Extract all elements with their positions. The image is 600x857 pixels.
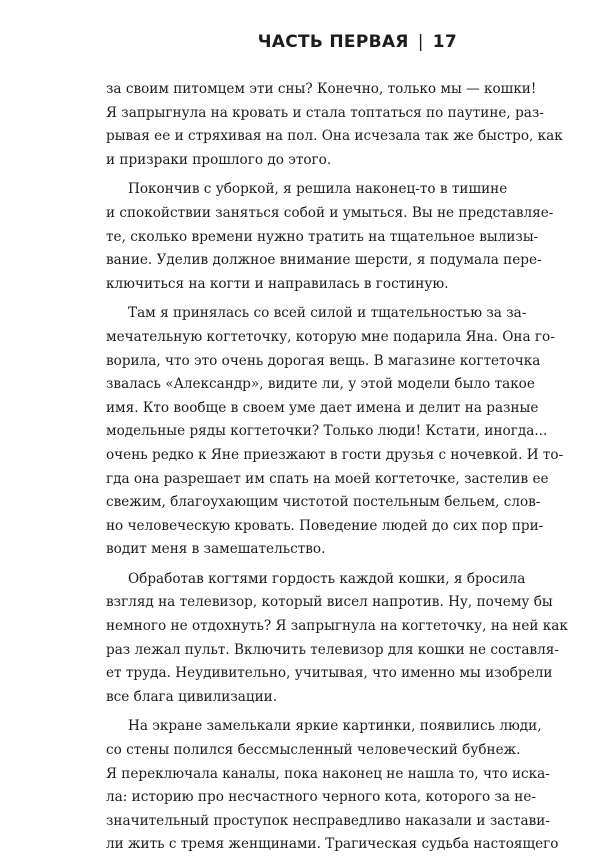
text-line: ключиться на когти и направилась в гостиную. [106,275,449,292]
text-line: мечательную когтеточку, которую мне подарила Яна. Она го- [106,328,555,345]
paragraph [106,568,568,710]
text-line: рывая ее и стряхивая на пол. Она исчезала так же быстро, как [106,128,563,145]
text-line: но человеческую кровать. Поведение людей до сих пор при- [106,517,544,534]
text-line: Я запрыгнула на кровать и стала топтаться по паутине, раз- [106,104,544,121]
running-header [258,31,457,53]
text-line: ворила, что это очень дорогая вещь. В магазине когтеточка [106,352,541,369]
text-line: Там я принялась со всей силой и тщательностью за за- [128,305,527,322]
text-line: значительный проступок несправедливо наказали и застави- [106,812,550,829]
paragraph [106,715,559,857]
text-line: Обработав когтями гордость каждой кошки, я бросила [128,570,526,587]
text-line: ли жить с тремя женщинами. Трагическая судьба настоящего [106,836,559,853]
text-line: имя. Кто вообще в своем уме дает имена и делит на разные [106,399,539,416]
text-line: и спокойствии заняться собой и умыться. Вы не представляе- [106,204,554,221]
text-line: свежим, благоухающим чистотой постельным бельем, слов- [106,494,541,511]
page-number: 17 [432,32,457,52]
body-text [106,78,568,857]
text-line: модельные ряды когтеточки? Только люди! Кстати, иногда... [106,423,548,440]
text-line: за своим питомцем эти сны? Конечно, только мы — кошки! [106,81,537,97]
text-line: звалась «Александр», видите ли, у этой модели было такое [106,376,535,393]
text-line: со стены полился бессмысленный человеческий бубнеж. [106,742,521,759]
text-line: вание. Уделив должное внимание шерсти, я подумала пере- [106,252,542,269]
text-line: На экране замелькали яркие картинки, появились люди, [128,718,542,735]
text-line: очень редко к Яне приезжают в гости друзья с ночевкой. И то- [106,446,564,463]
paragraph [106,78,563,172]
text-line: раз лежал пульт. Включить телевизор для кошки не составля- [106,641,559,658]
text-line: Покончив с уборкой, я решила наконец-то в тишине [128,181,508,198]
paragraph [106,178,554,296]
text-line: гда она разрешает им спать на моей когтеточке, застелив ее [106,470,549,487]
text-line: немного не отдохнуть? Я запрыгнула на когтеточку, на ней как [106,618,568,635]
text-line: и призраки прошлого до этого. [106,151,332,168]
header-divider: | [417,32,424,52]
text-line: те, сколько времени нужно тратить на тщательное вылизы- [106,228,539,245]
text-line: ет труда. Неудивительно, учитывая, что именно мы изобрели [106,665,553,682]
text-line: ла: историю про несчастного черного кота, которого за не- [106,789,537,806]
text-line: водит меня в замешательство. [106,541,326,558]
paragraph [106,302,564,562]
text-line: Я переключала каналы, пока наконец не нашла то, что иска- [106,765,550,782]
text-line: все блага цивилизации. [106,688,278,705]
section-title: ЧАСТЬ ПЕРВАЯ [257,32,409,52]
text-line: взгляд на телевизор, который висел напротив. Ну, почему бы [106,594,553,611]
